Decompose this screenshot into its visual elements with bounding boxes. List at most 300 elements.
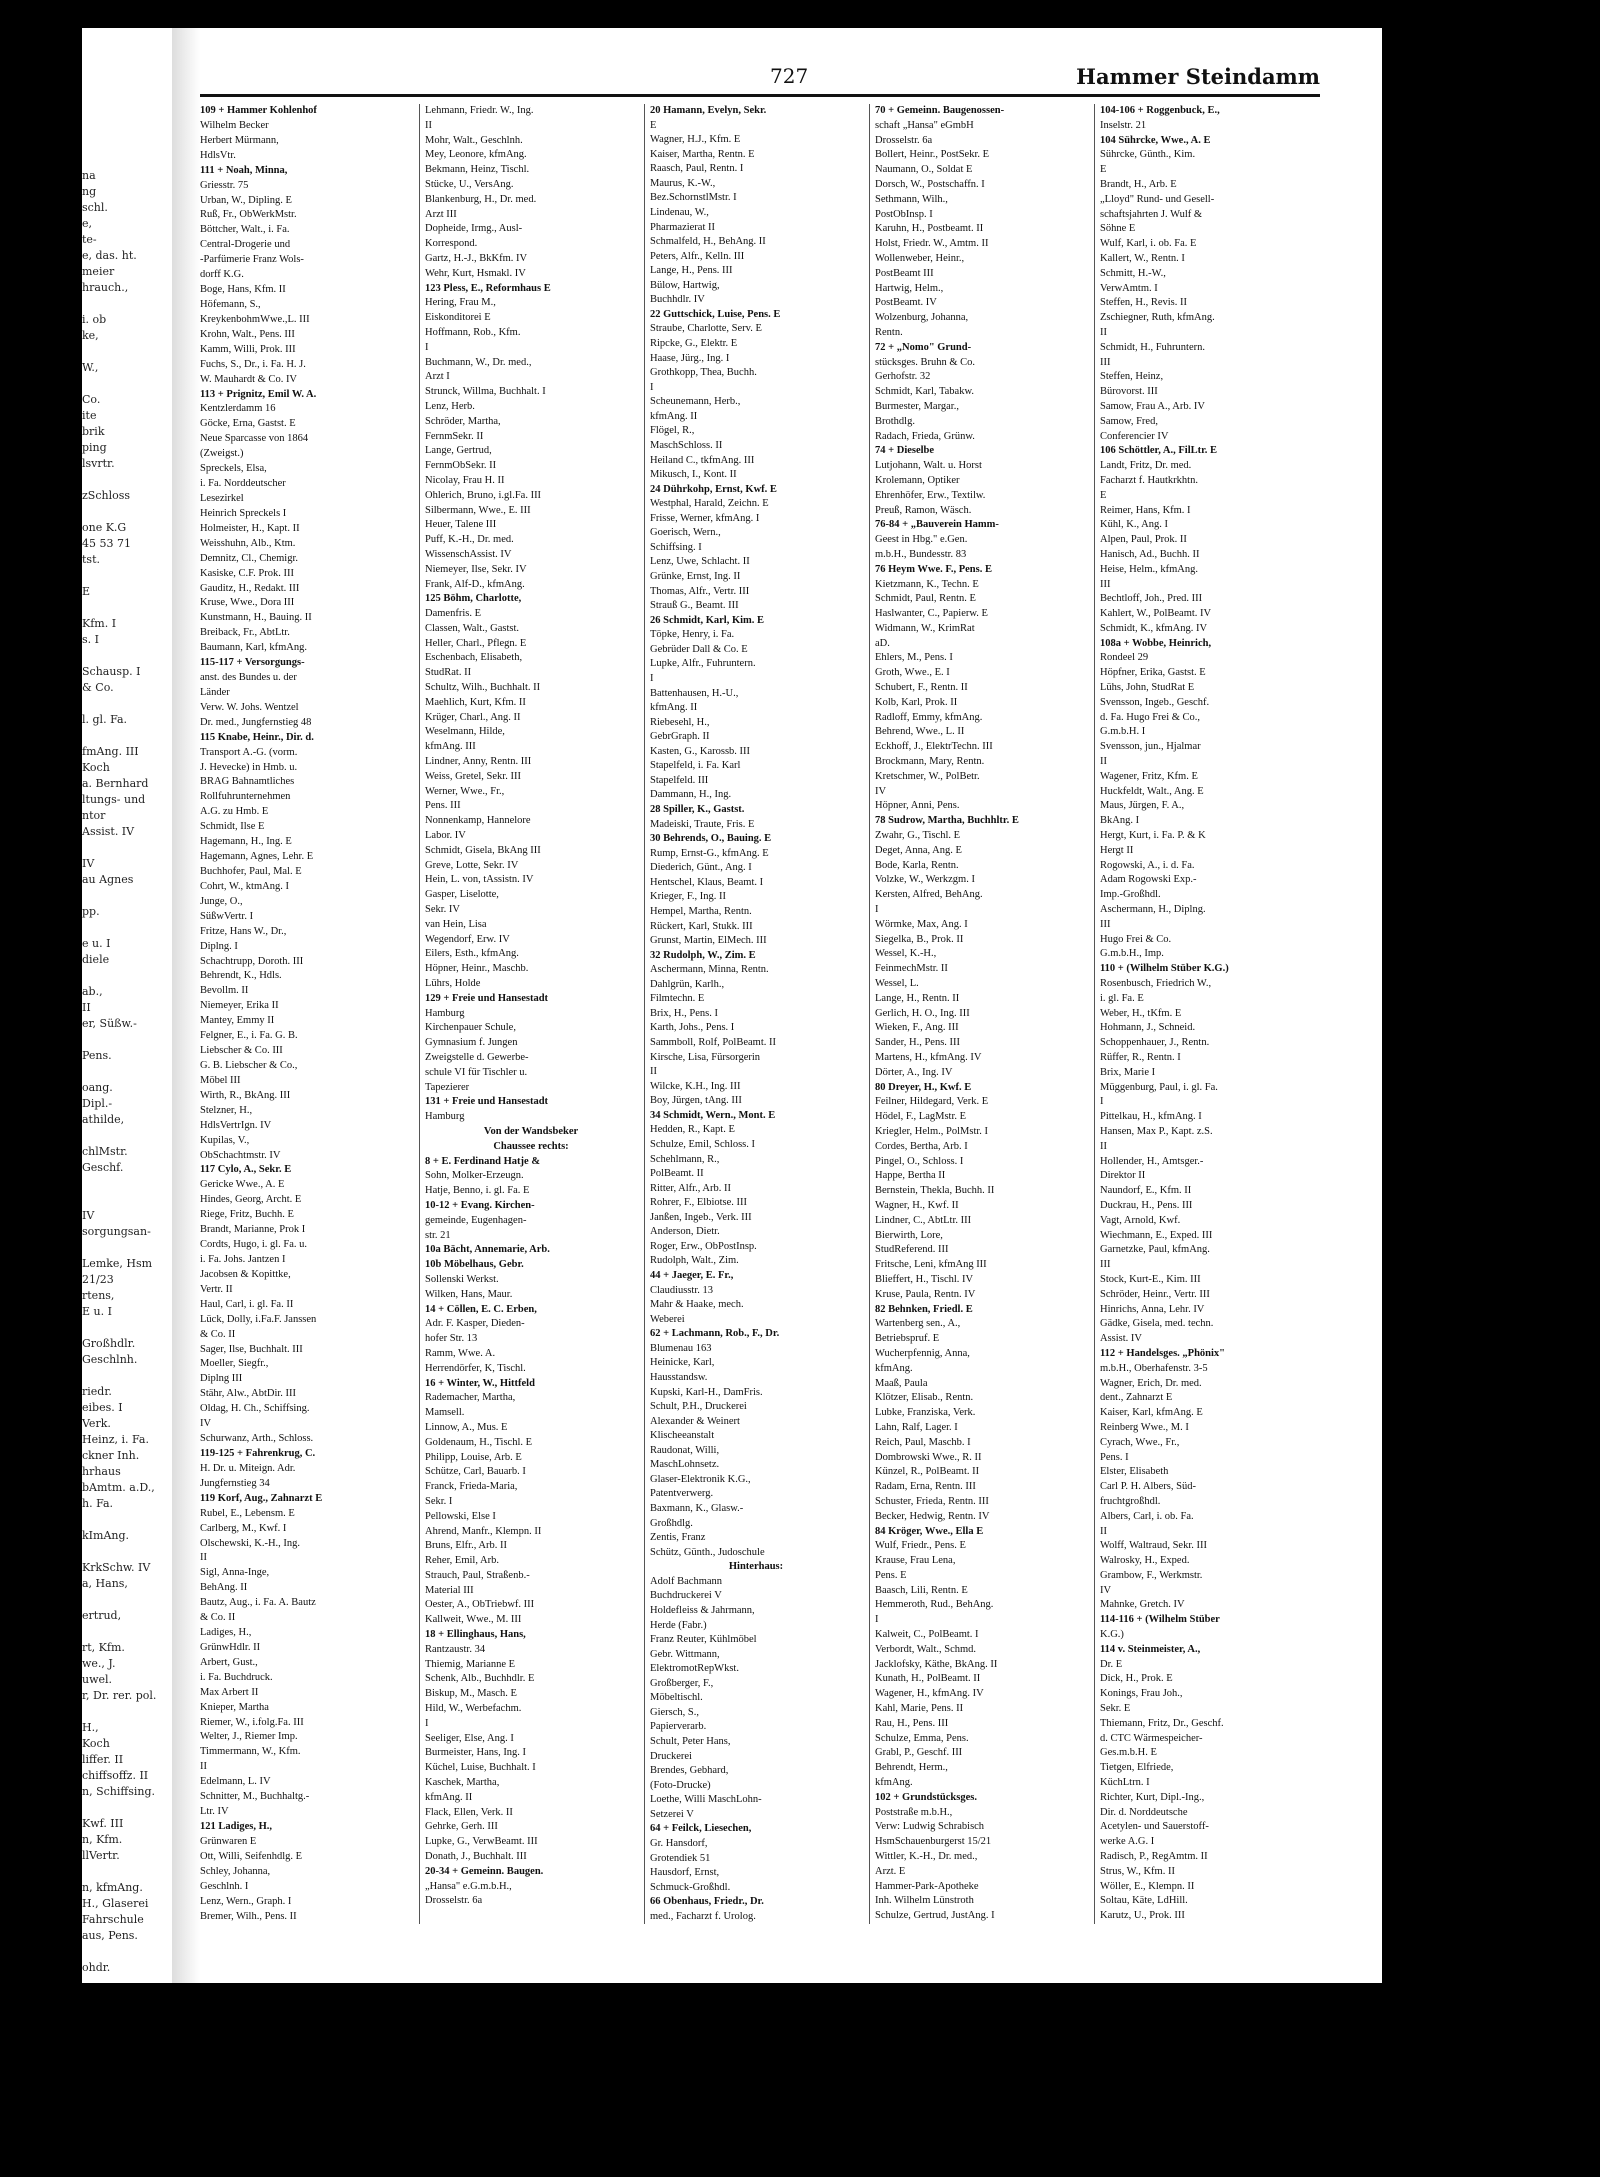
fragment-line: n, kfmAng. <box>82 1881 143 1894</box>
directory-entry-line: Sekr. E <box>1100 1703 1131 1715</box>
fragment-line <box>82 472 172 488</box>
directory-entry-line: Biskup, M., Masch. E <box>425 1688 517 1700</box>
directory-column-1 <box>200 104 412 1924</box>
directory-entry-line: Wartenberg sen., A., <box>875 1318 961 1330</box>
directory-entry-line: 111 + Noah, Minna, <box>200 164 288 176</box>
directory-entry-line: Timmermann, W., Kfm. <box>200 1746 301 1758</box>
directory-entry-line: Ramm, Wwe. A. <box>425 1347 496 1359</box>
directory-entry-line: 16 + Winter, W., Hittfeld <box>425 1377 535 1389</box>
directory-entry-line: 18 + Ellinghaus, Hans, <box>425 1629 526 1641</box>
directory-entry-line: Schmalfeld, H., BehAng. II <box>650 236 766 248</box>
book-gutter <box>172 28 200 1983</box>
directory-entry-line: Herbert Mürmann, <box>200 134 279 146</box>
directory-entry-line: Höpner, Heinr., Maschb. <box>425 963 529 975</box>
fragment-line: n, Kfm. <box>82 1833 123 1846</box>
directory-entry-line: Bernstein, Thekla, Buchh. II <box>875 1185 995 1197</box>
directory-entry-line: gemeinde, Eugenhagen- <box>425 1214 527 1226</box>
directory-entry-line: PostBeamt. IV <box>875 297 937 309</box>
fragment-line: KrkSchw. IV <box>82 1561 151 1574</box>
fragment-line: e, das. ht. <box>82 249 137 262</box>
directory-entry-line: Hollender, H., Amtsger.- <box>1100 1155 1204 1167</box>
directory-entry-line: Carlberg, M., Kwf. I <box>200 1522 287 1534</box>
directory-entry-line: Stock, Kurt-E., Kim. III <box>1100 1273 1201 1285</box>
directory-entry-line: Weber, H., tKfm. E <box>1100 1007 1182 1019</box>
fragment-line: pp. <box>82 905 100 918</box>
directory-entry-line: HsmSchauenburgerst 15/21 <box>875 1836 992 1848</box>
directory-entry-line: Ohlerich, Bruno, i.gl.Fa. III <box>425 489 542 501</box>
directory-entry-line: Länder <box>200 686 230 698</box>
directory-entry-line: Raudonat, Willi, <box>650 1444 720 1456</box>
directory-entry-line: 10-12 + Evang. Kirchen- <box>425 1199 535 1211</box>
directory-entry-line: Holmeister, H., Kapt. II <box>200 522 300 534</box>
directory-entry-line: II <box>650 1066 657 1078</box>
directory-entry-line: Heinicke, Karl, <box>650 1357 715 1369</box>
directory-entry-line: Geest in Hbg." e.Gen. <box>875 534 968 546</box>
directory-entry-line: Drosselstr. 6a <box>875 134 933 146</box>
directory-entry-line: BRAG Bahnamtliches <box>200 776 295 788</box>
directory-entry-line: Lubke, Franziska, Verk. <box>875 1407 976 1419</box>
directory-entry-line: Möbeltischl. <box>650 1692 703 1704</box>
directory-entry-line: Widmann, W., KrimRat <box>875 622 975 634</box>
directory-entry-line: Kunstmann, H., Bauing. II <box>200 612 312 624</box>
directory-entry-line: 76 Heym Wwe. F., Pens. E <box>875 563 992 575</box>
directory-entry-line: E <box>650 119 657 131</box>
directory-column-4 <box>875 104 1087 1924</box>
fragment-line: a, Hans, <box>82 1577 128 1590</box>
directory-entry-line: IV <box>875 785 887 797</box>
directory-entry-line: 22 Guttschick, Luise, Pens. E <box>650 308 781 320</box>
directory-entry-line: KreykenbohmWwe.,L. III <box>200 313 310 325</box>
directory-entry-line: Sigl, Anna-Inge, <box>200 1567 270 1579</box>
fragment-line: ping <box>82 441 107 454</box>
fragment-line <box>82 1368 172 1384</box>
directory-entry-line: Demnitz, Cl., Chemigr. <box>200 552 298 564</box>
directory-entry-line: Bürovorst. III <box>1100 386 1158 398</box>
directory-entry-line: Drosselstr. 6a <box>425 1895 483 1907</box>
scan-background-bottom <box>0 1983 1600 2177</box>
directory-entry-line: Brix, H., Pens. I <box>650 1007 718 1019</box>
directory-entry-line: Wieken, F., Ang. III <box>875 1022 959 1034</box>
directory-entry-line: Labor. IV <box>425 830 466 842</box>
fragment-line: meier <box>82 265 115 278</box>
directory-entry-line: Burmester, Margar., <box>875 400 959 412</box>
directory-entry-line: Elster, Elisabeth <box>1100 1466 1169 1478</box>
fragment-line: ltungs- und <box>82 793 146 806</box>
fragment-line <box>82 504 172 520</box>
directory-entry-line: Rademacher, Martha, <box>425 1392 516 1404</box>
directory-entry-line: Flack, Ellen, Verk. II <box>425 1806 513 1818</box>
directory-entry-line: Fuchs, S., Dr., i. Fa. H. J. <box>200 358 306 370</box>
directory-entry-line: anst. des Bundes u. der <box>200 672 297 684</box>
directory-entry-line: & Co. II <box>200 1328 236 1340</box>
directory-entry-line: Gerhofstr. 32 <box>875 371 931 383</box>
directory-entry-line: Kallweit, Wwe., M. III <box>425 1614 522 1626</box>
directory-entry-line: Naumann, O., Soldat E <box>875 164 973 176</box>
directory-entry-line: 117 Cylo, A., Sekr. E <box>200 1164 292 1176</box>
directory-entry-line: Hering, Frau M., <box>425 297 496 309</box>
fragment-line <box>82 1128 172 1144</box>
directory-entry-line: Buchmann, W., Dr. med., <box>425 356 532 368</box>
previous-page-fragment-column <box>82 168 172 1976</box>
directory-entry-line: schule VI für Tischler u. <box>425 1066 528 1078</box>
directory-entry-line: Weisshuhn, Alb., Ktm. <box>200 537 296 549</box>
directory-entry-line: Heuer, Talene III <box>425 519 497 531</box>
directory-entry-line: Korrespond. <box>425 238 478 250</box>
fragment-line: ng <box>82 185 97 198</box>
directory-entry-line: 70 + Gemeinn. Baugenossen- <box>875 105 1005 116</box>
fragment-line: i. ob <box>82 313 107 326</box>
directory-entry-line: Gericke Wwe., A. E <box>200 1179 285 1191</box>
directory-entry-line: Gebrüder Dall & Co. E <box>650 643 748 655</box>
directory-entry-line: Lange, H., Rentn. II <box>875 992 960 1004</box>
directory-entry-line: Grünke, Ernst, Ing. II <box>650 571 741 582</box>
fragment-line: riedr. <box>82 1385 112 1398</box>
directory-entry-line: Scheunemann, Herb., <box>650 396 741 408</box>
directory-entry-line: Ges.m.b.H. E <box>1100 1747 1157 1759</box>
directory-entry-line: Lupke, Alfr., Fuhruntern. <box>650 658 756 670</box>
directory-entry-line: Donath, J., Buchhalt. III <box>425 1851 527 1863</box>
directory-entry-line: Ritter, Alfr., Arb. II <box>650 1182 731 1194</box>
directory-entry-line: Hanisch, Ad., Buchh. II <box>1100 548 1200 560</box>
directory-entry-line: 10a Bächt, Annemarie, Arb. <box>425 1244 550 1256</box>
directory-entry-line: Pens. I <box>1100 1451 1129 1463</box>
directory-entry-line: Damenfris. E <box>425 608 481 620</box>
fragment-line: Dipl.- <box>82 1097 113 1110</box>
fragment-line <box>82 1032 172 1048</box>
directory-entry-line: Wöller, E., Klempn. II <box>1100 1880 1195 1892</box>
directory-entry-line: Arbert, Gust., <box>200 1656 258 1668</box>
directory-entry-line: Pittelkau, H., kfmAng. I <box>1100 1111 1202 1123</box>
directory-entry-line: III <box>1100 356 1111 368</box>
directory-entry-line: 72 + „Nomo" Grund- <box>875 341 972 353</box>
directory-entry-line: 28 Spiller, K., Gastst. <box>650 804 745 815</box>
directory-entry-line: Transport A.-G. (vorm. <box>200 746 298 758</box>
directory-entry-line: VerwAmtm. I <box>1100 282 1158 294</box>
directory-entry-line: Blumenau 163 <box>650 1342 712 1354</box>
directory-entry-line: FernmObSekr. II <box>425 460 497 472</box>
directory-entry-line: Dr. med., Jungfernstieg 48 <box>200 716 312 728</box>
directory-entry-line: Haul, Carl, i. gl. Fa. II <box>200 1298 294 1310</box>
directory-entry-line: Brandt, Marianne, Prok I <box>200 1224 306 1236</box>
directory-entry-line: Herde (Fabr.) <box>650 1619 707 1631</box>
directory-entry-line: Krüger, Charl., Ang. II <box>425 711 521 723</box>
directory-entry-line: Albers, Carl, i. ob. Fa. <box>1100 1510 1194 1522</box>
directory-entry-line: i. Fa. Buchdruck. <box>200 1671 273 1683</box>
directory-entry-line: Acetylen- und Sauerstoff- <box>1100 1821 1209 1833</box>
directory-entry-line: Maurus, K.-W., <box>650 177 716 189</box>
directory-entry-line: Dick, H., Prok. E <box>1100 1673 1173 1685</box>
directory-entry-line: Soltau, Käte, LdHill. <box>1100 1895 1188 1907</box>
directory-entry-line: Schulze, Gertrud, JustAng. I <box>875 1910 995 1922</box>
directory-entry-line: 26 Schmidt, Karl, Kim. E <box>650 614 765 626</box>
directory-entry-line: Schütze, Carl, Bauarb. I <box>425 1466 526 1478</box>
directory-entry-line: Kersten, Alfred, BehAng. <box>875 889 983 901</box>
directory-entry-line: Heiland C., tkfmAng. III <box>650 454 755 466</box>
directory-entry-line: Schmidt, Paul, Rentn. E <box>875 593 976 605</box>
directory-entry-line: Hartwig, Helm., <box>875 282 944 294</box>
directory-entry-line: Sammboll, Rolf, PolBeamt. II <box>650 1037 776 1048</box>
directory-entry-line: Steffen, H., Revis. II <box>1100 297 1187 309</box>
directory-entry-line: E <box>1100 489 1107 501</box>
directory-entry-line: Zwahr, G., Tischl. E <box>875 830 961 842</box>
directory-entry-line: ObSchachtmstr. IV <box>200 1149 281 1161</box>
directory-entry-line: Direktor II <box>1100 1170 1146 1182</box>
directory-entry-line: Gebr. Wittmann, <box>650 1648 720 1660</box>
directory-entry-line: WissenschAssist. IV <box>425 548 512 560</box>
fragment-line: kImAng. <box>82 1529 130 1542</box>
directory-entry-line: Max Arbert II <box>200 1686 259 1698</box>
directory-entry-line: Kaschek, Martha, <box>425 1777 500 1789</box>
directory-column-2 <box>425 104 637 1924</box>
directory-entry-line: A.G. zu Hmb. E <box>200 806 269 818</box>
fragment-line: H., <box>82 1721 99 1734</box>
directory-entry-line: Lutjohann, Walt. u. Horst <box>875 460 982 472</box>
directory-entry-line: 32 Rudolph, W., Zim. E <box>650 949 756 961</box>
directory-entry-line: Bode, Karla, Rentn. <box>875 859 959 871</box>
directory-entry-line: Rubel, E., Lebensm. E <box>200 1507 295 1519</box>
directory-entry-line: Nicolay, Frau H. II <box>425 474 505 486</box>
directory-entry-line: Becker, Hedwig, Rentn. IV <box>875 1510 990 1522</box>
directory-entry-line: str. 21 <box>425 1229 451 1241</box>
directory-entry-line: Ahrend, Manfr., Klempn. II <box>425 1525 542 1537</box>
directory-entry-line: Jungfernstieg 34 <box>200 1477 270 1489</box>
directory-entry-line: Bülow, Hartwig, <box>650 279 720 291</box>
directory-entry-line: Schenk, Alb., Buchhdlr. E <box>425 1673 535 1685</box>
fragment-line: tst. <box>82 553 100 566</box>
directory-entry-line: Neue Sparcasse von 1864 <box>200 433 309 445</box>
directory-entry-line: Schnitter, M., Buchhaltg.- <box>200 1791 310 1803</box>
fragment-line: liffer. II <box>82 1753 124 1766</box>
directory-entry-line: Krohn, Walt., Pens. III <box>200 328 295 340</box>
directory-entry-line: Hergt, Kurt, i. Fa. P. & K <box>1100 830 1206 842</box>
directory-entry-line: Schult, Peter Hans, <box>650 1736 731 1747</box>
fragment-line: eibes. I <box>82 1401 123 1414</box>
directory-entry-line: Mahr & Haake, mech. <box>650 1299 744 1311</box>
directory-entry-line: G.m.b.H. I <box>1100 726 1146 738</box>
directory-entry-line: Schmidt, Ilse E <box>200 821 265 833</box>
directory-entry-line: Inh. Wilhelm Lünstroth <box>875 1895 974 1907</box>
fragment-line <box>82 648 172 664</box>
directory-entry-line: Dopheide, Irmg., Ausl- <box>425 223 523 235</box>
directory-entry-line: Vertr. II <box>200 1283 233 1295</box>
directory-entry-line: Riebesehl, H., <box>650 716 710 728</box>
directory-entry-line: Hamburg <box>425 1111 465 1123</box>
directory-entry-line: 24 Dührkohp, Ernst, Kwf. E <box>650 483 777 495</box>
directory-entry-line: Feilner, Hildegard, Verk. E <box>875 1096 989 1108</box>
fragment-line: aus, Pens. <box>82 1929 138 1942</box>
directory-entry-line: Zschiegner, Ruth, kfmAng. <box>1100 312 1215 324</box>
directory-entry-line: 109 + Hammer Kohlenhof <box>200 105 317 116</box>
directory-entry-line: Rohrer, F., Elbiotse. III <box>650 1197 748 1209</box>
fragment-line: Heinz, i. Fa. <box>82 1433 149 1446</box>
directory-entry-line: Cyrach, Wwe., Fr., <box>1100 1436 1180 1448</box>
directory-entry-line: Brendes, Gebhard, <box>650 1765 729 1777</box>
fragment-line: diele <box>82 953 110 966</box>
directory-entry-line: Ehrenhöfer, Erw., Textilw. <box>875 489 986 501</box>
directory-entry-line: Holst, Friedr. W., Amtm. II <box>875 238 989 250</box>
directory-entry-line: Grothkopp, Thea, Buchh. <box>650 367 757 379</box>
directory-entry-line: van Hein, Lisa <box>425 918 487 930</box>
directory-entry-line: PostObInsp. I <box>875 208 933 220</box>
directory-entry-line: Boge, Hans, Kfm. II <box>200 284 286 296</box>
directory-entry-line: Mey, Leonore, kfmAng. <box>425 149 527 161</box>
directory-entry-line: Grabl, P., Geschf. III <box>875 1747 963 1759</box>
directory-entry-line: kfmAng. II <box>650 410 698 422</box>
directory-entry-line: Roger, Erw., ObPostInsp. <box>650 1240 757 1252</box>
directory-entry-line: Mantey, Emmy II <box>200 1015 275 1027</box>
directory-entry-line: Thiemann, Fritz, Dr., Geschf. <box>1100 1717 1224 1729</box>
directory-entry-line: Claudiusstr. 13 <box>650 1284 714 1296</box>
directory-entry-line: III <box>1100 918 1111 930</box>
directory-entry-line: Gehrke, Gerh. III <box>425 1821 498 1833</box>
directory-entry-line: Spreckels, Elsa, <box>200 463 267 475</box>
directory-entry-line: Peters, Alfr., Kelln. III <box>650 250 745 262</box>
directory-entry-line: Schmidt, Gisela, BkAng III <box>425 844 541 856</box>
directory-entry-line: Küchel, Luise, Buchhalt. I <box>425 1762 536 1774</box>
directory-entry-line: Bruns, Elfr., Arb. II <box>425 1540 507 1552</box>
directory-entry-line: Lange, H., Pens. III <box>650 265 733 277</box>
directory-entry-line: Welter, J., Riemer Imp. <box>200 1731 298 1743</box>
directory-entry-line: Pellowski, Else I <box>425 1510 496 1522</box>
directory-entry-line: Hemmeroth, Rud., BehAng. <box>875 1599 994 1611</box>
fragment-line <box>82 1624 172 1640</box>
directory-entry-line: H. Dr. u. Miteign. Adr. <box>200 1462 296 1474</box>
directory-entry-line: Ehlers, M., Pens. I <box>875 652 953 664</box>
directory-entry-line: Geschlnh. I <box>200 1880 249 1892</box>
directory-entry-line: Duckrau, H., Pens. III <box>1100 1199 1193 1211</box>
fragment-line: h. Fa. <box>82 1497 114 1510</box>
fragment-line: Assist. IV <box>82 825 135 838</box>
directory-entry-line: Samow, Fred, <box>1100 415 1158 427</box>
directory-entry-line: Franck, Frieda-Maria, <box>425 1481 518 1493</box>
directory-entry-line: Schley, Johanna, <box>200 1865 271 1877</box>
directory-entry-line: 115-117 + Versorgungs- <box>200 657 305 669</box>
directory-entry-line: Aschermann, H., Diplng. <box>1100 904 1206 916</box>
directory-entry-line: Schmitt, H.-W., <box>1100 267 1166 279</box>
directory-entry-line: Poststraße m.b.H., <box>875 1806 953 1818</box>
directory-entry-line: Eiskonditorei E <box>425 312 491 324</box>
directory-entry-line: Vagt, Arnold, Kwf. <box>1100 1214 1181 1226</box>
directory-entry-line: Brothdlg. <box>875 415 915 427</box>
directory-entry-line: Wessel, L. <box>875 978 919 990</box>
fragment-line: uwel. <box>82 1673 113 1686</box>
directory-entry-line: Rüffer, R., Rentn. I <box>1100 1052 1181 1063</box>
directory-entry-line: Wilhelm Becker <box>200 119 269 131</box>
directory-entry-line: II <box>200 1761 207 1773</box>
directory-entry-line: Druckerei <box>650 1750 692 1762</box>
directory-entry-line: Seeliger, Else, Ang. I <box>425 1732 514 1744</box>
directory-entry-line: Schröder, Martha, <box>425 415 501 427</box>
directory-entry-line: Werner, Wwe., Fr., <box>425 785 505 797</box>
directory-entry-line: Hohmann, J., Schneid. <box>1100 1022 1196 1034</box>
directory-entry-line: 121 Ladiges, H., <box>200 1821 273 1833</box>
fragment-line: Pens. <box>82 1049 112 1062</box>
directory-entry-line: Sekr. I <box>425 1495 453 1507</box>
fragment-line: er, Süßw.- <box>82 1017 137 1030</box>
directory-entry-line: Rollfuhrunternehmen <box>200 791 291 803</box>
fragment-line: ntor <box>82 809 106 822</box>
directory-entry-line: stücksges. Bruhn & Co. <box>875 356 976 368</box>
fragment-line: ertrud, <box>82 1609 122 1622</box>
directory-entry-line: Sührcke, Günth., Kim. <box>1100 149 1196 161</box>
directory-entry-line: Behrendt, K., Hdls. <box>200 970 282 982</box>
directory-entry-line: Mikusch, I., Kont. II <box>650 469 737 481</box>
directory-entry-line: Battenhausen, H.-U., <box>650 687 739 699</box>
directory-entry-line: Mamsell. <box>425 1407 465 1419</box>
directory-entry-line: 106 Schöttler, A., FilLtr. E <box>1100 445 1218 457</box>
directory-entry-line: Goldenaum, H., Tischl. E <box>425 1436 533 1448</box>
directory-entry-line: Bremer, Wilh., Pens. II <box>200 1910 297 1922</box>
directory-entry-line: G. B. Liebscher & Co., <box>200 1060 298 1071</box>
directory-entry-line: Fritsche, Leni, kfmAng III <box>875 1259 987 1271</box>
directory-entry-line: Blankenburg, H., Dr. med. <box>425 193 537 205</box>
directory-entry-line: I <box>650 381 654 393</box>
directory-entry-line: Pens. E <box>875 1569 907 1581</box>
directory-entry-line: Bez.SchornstlMstr. I <box>650 192 737 204</box>
directory-entry-line: Wegendorf, Erw. IV <box>425 933 510 945</box>
directory-entry-line: StudReferend. III <box>875 1244 949 1256</box>
directory-entry-line: Lindenau, W., <box>650 206 709 218</box>
directory-entry-line: Flögel, R., <box>650 425 695 437</box>
directory-entry-line: FernmSekr. II <box>425 430 484 442</box>
directory-entry-line: Stücke, U., VersAng. <box>425 178 514 190</box>
directory-entry-line: Tapezierer <box>425 1081 470 1093</box>
directory-entry-line: IV <box>1100 1584 1112 1596</box>
directory-entry-line: kfmAng. II <box>425 1791 473 1803</box>
directory-entry-line: Diplng. I <box>200 940 238 952</box>
directory-entry-line: Silbermann, Wwe., E. III <box>425 504 531 516</box>
fragment-line: 21/23 <box>82 1273 114 1286</box>
fragment-line <box>82 1512 172 1528</box>
directory-entry-line: 102 + Grundstücksges. <box>875 1791 977 1803</box>
directory-entry-line: Hild, W., Werbefachm. <box>425 1703 522 1715</box>
directory-entry-line: Wörmke, Max, Ang. I <box>875 918 968 930</box>
directory-entry-line: Rentn. <box>875 326 903 338</box>
directory-entry-line: 119-125 + Fahrenkrug, C. <box>200 1447 316 1459</box>
directory-entry-line: Breiback, Fr., AbtLtr. <box>200 627 290 639</box>
directory-entry-line: Stapelfeld. III <box>650 774 709 786</box>
directory-entry-line: Volzke, W., Werkzgm. I <box>875 874 975 886</box>
directory-entry-line: Sekr. IV <box>425 904 460 916</box>
directory-entry-line: 112 + Handelsges. „Phönix" <box>1100 1347 1226 1359</box>
directory-entry-line: Rondeel 29 <box>1100 652 1149 664</box>
directory-entry-line: Wucherpfennig, Anna, <box>875 1347 970 1359</box>
directory-entry-line: Kaiser, Karl, kfmAng. E <box>1100 1407 1203 1419</box>
directory-entry-line: Weselmann, Hilde, <box>425 726 505 738</box>
directory-entry-line: PostBeamt III <box>875 267 934 279</box>
fragment-line <box>82 1704 172 1720</box>
fragment-line: s. I <box>82 633 99 646</box>
directory-entry-line: Fritze, Hans W., Dr., <box>200 925 287 937</box>
fragment-line <box>82 968 172 984</box>
directory-entry-line: Rantzaustr. 34 <box>425 1643 486 1655</box>
directory-entry-line: Liebscher & Co. III <box>200 1045 283 1057</box>
directory-entry-line: Ruß, Fr., ObWerkMstr. <box>200 209 297 221</box>
directory-entry-line: Inselstr. 21 <box>1100 119 1147 131</box>
directory-entry-line: Lindner, C., AbtLtr. III <box>875 1214 972 1226</box>
directory-entry-line: 110 + (Wilhelm Stüber K.G.) <box>1100 963 1229 975</box>
directory-entry-line: dorff K.G. <box>200 269 244 281</box>
fragment-line <box>82 376 172 392</box>
directory-entry-line: Grünwaren E <box>200 1835 257 1847</box>
directory-entry-line: Heise, Helm., kfmAng. <box>1100 563 1198 575</box>
directory-entry-line: Alexander & Weinert <box>650 1415 740 1427</box>
directory-entry-line: Moeller, Siegfr., <box>200 1358 269 1370</box>
directory-entry-line: Arzt. E <box>875 1865 906 1877</box>
directory-entry-line: Höpner, Anni, Pens. <box>875 800 960 812</box>
directory-entry-line: I <box>650 672 654 684</box>
directory-entry-line: II <box>1100 756 1107 768</box>
